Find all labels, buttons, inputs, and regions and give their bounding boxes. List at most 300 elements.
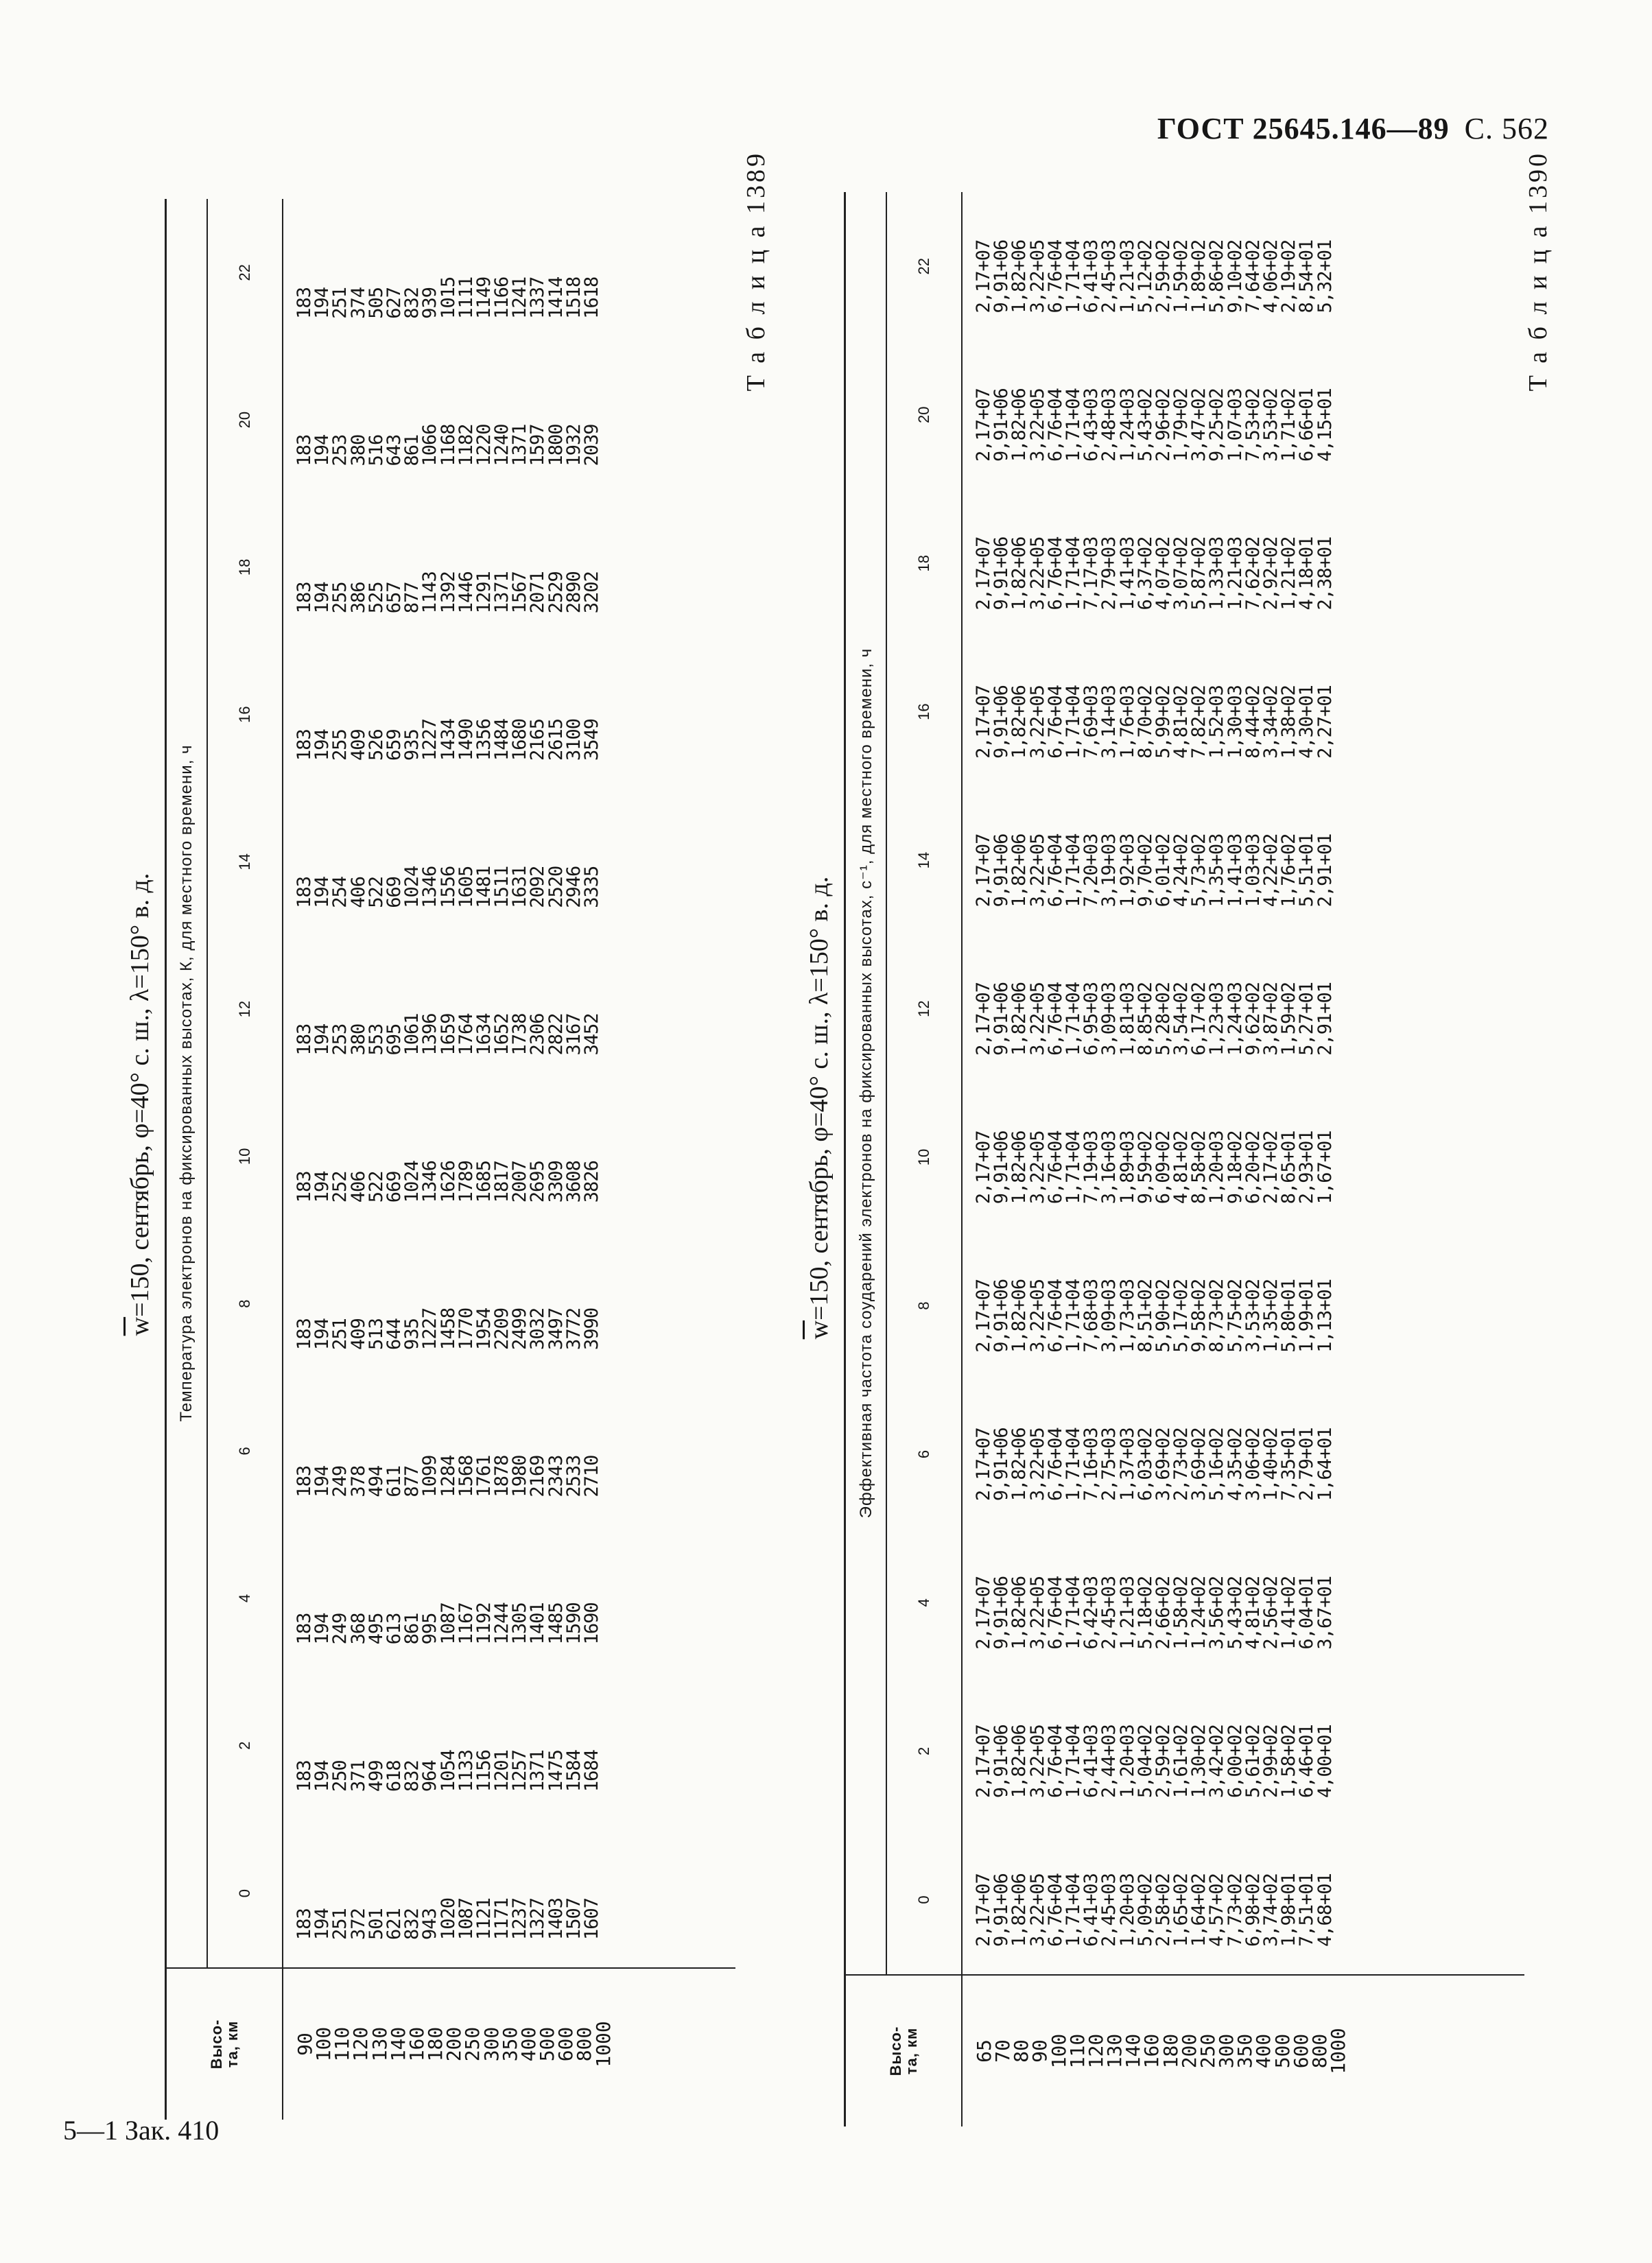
hour-header: 6 (207, 1377, 283, 1525)
table-cell: 7,19+03 (1081, 1130, 1102, 1205)
table-cell: 1556 (437, 866, 459, 908)
table-cell: 1507 (563, 1897, 585, 1940)
table-cell: 5,32+01 (1314, 239, 1336, 313)
table-cell: 3,09+03 (1098, 1279, 1120, 1353)
table-label: Т а б л и ц а 1389 (742, 151, 770, 392)
value-column (962, 1825, 1524, 1975)
table-cell: 1659 (437, 1013, 459, 1056)
table-cell: 6,41+03 (1081, 1873, 1102, 1947)
table-cell: 1,71+04 (1062, 388, 1084, 462)
altitude-value: 160 (405, 2026, 428, 2062)
altitude-value: 400 (1252, 2033, 1275, 2069)
table-cell: 1,82+06 (1008, 1279, 1030, 1353)
gost-number: ГОСТ 25645.146—89 (1157, 112, 1450, 145)
table-cell: 1597 (527, 424, 549, 466)
table-cell: 1121 (473, 1897, 495, 1940)
table-cell: 2,48+03 (1098, 388, 1120, 462)
altitude-value: 100 (1047, 2033, 1070, 2069)
table-cell: 1,76+03 (1116, 685, 1138, 759)
table-cell: 1626 (437, 1161, 459, 1203)
table-cell: 7,20+03 (1081, 833, 1102, 908)
table-cell: 9,70+02 (1134, 833, 1156, 908)
table-cell: 2695 (527, 1161, 549, 1203)
table-cell: 4,68+01 (1314, 1873, 1336, 1947)
table-cell: 1,71+04 (1062, 1873, 1084, 1947)
table-cell: 9,91+06 (991, 1427, 1013, 1502)
table-cell: 964 (419, 1760, 441, 1792)
table-cell: 1,82+06 (1008, 536, 1030, 611)
hour-header: 20 (886, 341, 962, 489)
table-cell: 2165 (527, 718, 549, 761)
table-cell: 2,59+02 (1152, 1725, 1174, 1799)
hour-header: 16 (207, 641, 283, 788)
table-cell: 2209 (491, 1307, 513, 1350)
table-cell: 2615 (545, 718, 567, 761)
table-cell: 183 (294, 1613, 315, 1645)
hour-header: 10 (207, 1082, 283, 1230)
value-column (283, 788, 735, 936)
table-cell: 1,64+01 (1314, 1427, 1336, 1502)
table-cell: 5,90+02 (1152, 1279, 1174, 1353)
table-cell: 6,95+03 (1081, 982, 1102, 1056)
altitude-value: 500 (1271, 2033, 1294, 2069)
table-cell: 2,93+01 (1296, 1130, 1318, 1205)
table-cell: 1,21+03 (1224, 536, 1246, 611)
table-cell: 3990 (581, 1307, 602, 1350)
hour-header: 6 (886, 1380, 962, 1528)
table-cell: 3,07+02 (1170, 536, 1192, 611)
table-cell: 1,71+04 (1062, 833, 1084, 908)
table-cell: 3,22+05 (1026, 1279, 1048, 1353)
altitude-value: 200 (442, 2026, 466, 2062)
table-cell: 194 (311, 1613, 333, 1645)
table-cell: 183 (294, 1465, 315, 1497)
table-cell: 1,98+01 (1278, 1873, 1300, 1947)
table-cell: 1240 (491, 424, 513, 466)
table-cell: 5,99+02 (1152, 685, 1174, 759)
table-cell: 1396 (419, 1013, 441, 1056)
table-cell: 194 (311, 1171, 333, 1203)
table-cell: 194 (311, 1908, 333, 1940)
table-cell: 3,22+05 (1026, 1725, 1048, 1799)
altitude-header: Высо- та, км (845, 1975, 963, 2126)
table-cell: 1111 (455, 276, 477, 319)
hour-header: 22 (886, 192, 962, 341)
table-cell: 3309 (545, 1161, 567, 1203)
altitude-value: 350 (498, 2026, 521, 2062)
table-cell: 9,18+02 (1224, 1130, 1246, 1205)
table-cell: 4,35+02 (1224, 1427, 1246, 1502)
table-cell: 1346 (419, 1161, 441, 1203)
table-cell: 6,17+02 (1188, 982, 1210, 1056)
table-cell: 2890 (563, 571, 585, 614)
altitude-value: 1000 (1326, 2028, 1349, 2074)
table-cell: 1,20+03 (1206, 1130, 1228, 1205)
table-cell: 5,17+02 (1170, 1279, 1192, 1353)
title-text: =150, сентябрь, φ=40° с. ш., λ=150° в. д. (126, 873, 154, 1317)
table-cell: 1,35+02 (1260, 1279, 1282, 1353)
table-label: Т а б л и ц а 1390 (1524, 151, 1553, 392)
table-cell: 2343 (545, 1455, 567, 1497)
table-cell: 6,76+04 (1044, 1279, 1066, 1353)
table-cell: 1,71+04 (1062, 685, 1084, 759)
table-cell: 1,89+03 (1116, 1130, 1138, 1205)
table-cell: 9,91+06 (991, 1873, 1013, 1947)
table-cell: 3,06+02 (1242, 1427, 1264, 1502)
hour-header: 16 (886, 637, 962, 785)
table-cell: 1,71+02 (1278, 388, 1300, 462)
table-cell: 1,99+01 (1296, 1279, 1318, 1353)
table-cell: 1054 (437, 1750, 459, 1792)
table-cell: 2,17+07 (973, 982, 994, 1056)
table-cell: 6,46+01 (1296, 1725, 1318, 1799)
table-cell: 5,28+02 (1152, 982, 1174, 1056)
table-cell: 5,75+02 (1224, 1279, 1246, 1353)
altitude-column (283, 1968, 735, 2120)
table-cell: 525 (365, 582, 387, 614)
table-cell: 1481 (473, 866, 495, 908)
table-cell: 4,81+02 (1170, 1130, 1192, 1205)
table-cell: 4,06+02 (1260, 239, 1282, 313)
table-cell: 1401 (527, 1602, 549, 1645)
table-cell: 1,41+03 (1224, 833, 1246, 908)
table-cell: 618 (383, 1760, 405, 1792)
table-cell: 3,16+03 (1098, 1130, 1120, 1205)
table-cell: 6,00+02 (1224, 1725, 1246, 1799)
hour-header: 0 (207, 1819, 283, 1968)
table-cell: 9,91+06 (991, 1130, 1013, 1205)
hour-header: 0 (886, 1825, 962, 1975)
table-cell: 6,76+04 (1044, 388, 1066, 462)
table-cell: 1631 (509, 866, 531, 908)
table-cell: 5,09+02 (1134, 1873, 1156, 1947)
hour-header: 12 (207, 936, 283, 1083)
table-cell: 1,82+06 (1008, 1130, 1030, 1205)
table-cell: 1,23+03 (1206, 982, 1228, 1056)
table-cell: 3,09+03 (1098, 982, 1120, 1056)
table-cell: 1015 (437, 276, 459, 319)
value-column (283, 1672, 735, 1819)
table-cell: 832 (401, 287, 423, 319)
altitude-value: 65 (973, 2039, 995, 2063)
table-cell: 1605 (455, 866, 477, 908)
table-cell: 8,44+02 (1242, 685, 1264, 759)
altitude-value: 800 (1308, 2033, 1331, 2069)
table-cell: 1414 (545, 276, 567, 319)
table-cell: 2,96+02 (1152, 388, 1174, 462)
table-cell: 1,07+03 (1224, 388, 1246, 462)
table-cell: 3826 (581, 1161, 602, 1203)
table-cell: 1,20+03 (1116, 1725, 1138, 1799)
table-cell: 499 (365, 1760, 387, 1792)
table-cell: 1,71+04 (1062, 1130, 1084, 1205)
table-cell: 1,81+03 (1116, 982, 1138, 1056)
table-cell: 183 (294, 876, 315, 908)
super-header: Эффективная частота соударений электронов на фиксированных высотах, с⁻¹, для местного времени, ч (845, 192, 887, 1975)
table-cell: 2039 (581, 424, 602, 466)
table-cell: 253 (329, 1023, 351, 1056)
table-cell: 861 (401, 1613, 423, 1645)
table-cell: 1201 (491, 1750, 513, 1792)
table-cell: 1,71+04 (1062, 1725, 1084, 1799)
table-cell: 3,14+03 (1098, 685, 1120, 759)
table-cell: 3202 (581, 571, 602, 614)
value-column (962, 786, 1524, 934)
table-cell: 2,59+02 (1152, 239, 1174, 313)
title-text: =150, сентябрь, φ=40° с. ш., λ=150° в. д. (805, 876, 834, 1320)
table-cell: 2,17+07 (973, 536, 994, 611)
table-cell: 1143 (419, 571, 441, 614)
value-column (962, 1677, 1524, 1825)
table-cell: 1,30+02 (1188, 1725, 1210, 1799)
table-cell: 9,91+06 (991, 982, 1013, 1056)
table-cell: 1,71+04 (1062, 536, 1084, 611)
table-cell: 3,69+02 (1188, 1427, 1210, 1502)
altitude-value: 110 (331, 2026, 354, 2062)
table-cell: 7,68+03 (1081, 1279, 1102, 1353)
table-body-row (962, 192, 1524, 2126)
table-cell: 3,22+05 (1026, 982, 1048, 1056)
table-cell: 643 (383, 434, 405, 466)
table-cell: 5,43+02 (1224, 1576, 1246, 1650)
altitude-value: 600 (1289, 2033, 1312, 2069)
table-cell: 6,20+02 (1242, 1130, 1264, 1205)
table-cell: 2,45+03 (1098, 1873, 1120, 1947)
table-cell: 8,73+02 (1206, 1279, 1228, 1353)
table-cell: 3,34+02 (1260, 685, 1282, 759)
table-cell: 2,17+07 (973, 1279, 994, 1353)
table-cell: 194 (311, 1318, 333, 1350)
table-cell: 1,41+03 (1116, 536, 1138, 611)
value-column (283, 1377, 735, 1525)
altitude-value: 180 (424, 2026, 447, 2062)
value-column (962, 192, 1524, 341)
table-cell: 516 (365, 434, 387, 466)
table-cell: 7,51+01 (1296, 1873, 1318, 1947)
altitude-header: Высо- та, км (166, 1968, 283, 2120)
table-cell: 1568 (455, 1455, 477, 1497)
table-cell: 371 (347, 1760, 369, 1792)
table-cell: 1167 (455, 1602, 477, 1645)
table-cell: 5,61+02 (1242, 1725, 1264, 1799)
table-cell: 9,91+06 (991, 388, 1013, 462)
table-cell: 183 (294, 1908, 315, 1940)
table-cell: 6,76+04 (1044, 239, 1066, 313)
table-cell: 1789 (455, 1161, 477, 1203)
table-cell: 9,58+02 (1188, 1279, 1210, 1353)
altitude-value: 80 (1010, 2039, 1033, 2063)
table-cell: 3,74+02 (1260, 1873, 1282, 1947)
table-cell: 526 (365, 729, 387, 761)
altitude-column (962, 1975, 1524, 2126)
table-cell: 3497 (545, 1307, 567, 1350)
table-cell: 1,30+03 (1224, 685, 1246, 759)
table-cell: 1087 (437, 1602, 459, 1645)
table-cell: 8,58+02 (1188, 1130, 1210, 1205)
table-title (804, 144, 834, 2072)
table-cell: 1,82+06 (1008, 239, 1030, 313)
altitude-value: 70 (991, 2039, 1015, 2063)
table-cell: 1,40+02 (1260, 1427, 1282, 1502)
table-cell: 1,82+06 (1008, 833, 1030, 908)
table-cell: 3,87+02 (1260, 982, 1282, 1056)
altitude-value: 400 (517, 2026, 540, 2062)
table-cell: 1475 (545, 1750, 567, 1792)
hour-header: 8 (886, 1231, 962, 1379)
table-cell: 1371 (491, 571, 513, 614)
hour-header: 22 (207, 199, 283, 346)
table-cell: 2306 (527, 1013, 549, 1056)
table-cell: 3549 (581, 718, 602, 761)
table-cell: 621 (383, 1908, 405, 1940)
altitude-value: 1000 (591, 2021, 615, 2067)
table-cell: 1,71+04 (1062, 1279, 1084, 1353)
table-cell: 1511 (491, 866, 513, 908)
table-cell: 1,21+03 (1116, 239, 1138, 313)
table-cell: 3,22+05 (1026, 1130, 1048, 1205)
table-cell: 2,45+03 (1098, 239, 1120, 313)
table-cell: 611 (383, 1465, 405, 1497)
table-cell: 4,07+02 (1152, 536, 1174, 611)
table-cell: 2,19+02 (1278, 239, 1300, 313)
value-column (283, 199, 735, 346)
altitude-value: 500 (536, 2026, 559, 2062)
table-cell: 1,59+02 (1170, 239, 1192, 313)
table-cell: 7,62+02 (1242, 536, 1264, 611)
table-cell: 1,38+02 (1278, 685, 1300, 759)
altitude-value: 90 (294, 2033, 316, 2056)
table-cell: 7,64+02 (1242, 239, 1264, 313)
table-cell: 6,43+03 (1081, 388, 1102, 462)
table-cell: 3,69+02 (1152, 1427, 1174, 1502)
table-cell: 4,81+02 (1170, 685, 1192, 759)
altitude-value: 90 (1028, 2039, 1052, 2063)
table-cell: 1,33+03 (1206, 536, 1228, 611)
table-cell: 1,20+03 (1116, 1873, 1138, 1947)
table-cell: 6,41+03 (1081, 1725, 1102, 1799)
table-cell: 1,73+03 (1116, 1279, 1138, 1353)
table-cell: 3,22+05 (1026, 239, 1048, 313)
table-cell: 378 (347, 1465, 369, 1497)
table-cell: 2,79+03 (1098, 536, 1120, 611)
table-cell: 2529 (545, 571, 567, 614)
table-cell: 9,91+06 (991, 1576, 1013, 1650)
table-cell: 1,65+02 (1170, 1873, 1192, 1947)
altitude-value: 200 (1177, 2033, 1201, 2069)
table-cell: 1518 (563, 276, 585, 319)
table-cell: 9,10+02 (1224, 239, 1246, 313)
page-number: С. 562 (1464, 112, 1549, 145)
table-cell: 2,91+01 (1314, 833, 1336, 908)
table-cell: 9,91+06 (991, 536, 1013, 611)
table-cell: 1490 (455, 718, 477, 761)
table-cell: 194 (311, 434, 333, 466)
table-cell: 1403 (545, 1897, 567, 1940)
value-column (962, 637, 1524, 785)
table-cell: 1,82+06 (1008, 1873, 1030, 1947)
table-cell: 2,27+01 (1314, 685, 1336, 759)
table-cell: 1192 (473, 1602, 495, 1645)
table-cell: 8,65+01 (1278, 1130, 1300, 1205)
table-cell: 877 (401, 582, 423, 614)
altitude-value: 600 (554, 2026, 578, 2062)
altitude-value: 250 (1196, 2033, 1219, 2069)
value-column (962, 341, 1524, 489)
table-cell: 1,71+04 (1062, 1576, 1084, 1650)
table-cell: 183 (294, 434, 315, 466)
table-cell: 935 (401, 729, 423, 761)
table-cell: 3335 (581, 866, 602, 908)
table-cell: 409 (347, 729, 369, 761)
hour-header: 8 (207, 1230, 283, 1377)
table-cell: 3167 (563, 1013, 585, 1056)
page-header (1157, 111, 1549, 146)
table-cell: 3,42+02 (1206, 1725, 1228, 1799)
table-cell: 194 (311, 1023, 333, 1056)
table-cell: 3,22+05 (1026, 388, 1048, 462)
table-cell: 1567 (509, 571, 531, 614)
table-cell: 832 (401, 1760, 423, 1792)
table-cell: 1346 (419, 866, 441, 908)
table-cell: 374 (347, 287, 369, 319)
value-column (962, 1083, 1524, 1231)
table-cell: 1,82+06 (1008, 1427, 1030, 1502)
table-cell: 6,76+04 (1044, 833, 1066, 908)
table-cell: 1607 (581, 1897, 602, 1940)
altitude-value: 800 (573, 2026, 596, 2062)
table-cell: 995 (419, 1613, 441, 1645)
table-cell: 1156 (473, 1750, 495, 1792)
table-cell: 1,82+06 (1008, 388, 1030, 462)
table-cell: 6,76+04 (1044, 1873, 1066, 1947)
table-cell: 3,67+01 (1314, 1576, 1336, 1650)
table-cell: 5,51+01 (1296, 833, 1318, 908)
altitude-value: 250 (461, 2026, 484, 2062)
table-cell: 380 (347, 434, 369, 466)
table-cell: 1227 (419, 718, 441, 761)
altitude-value: 100 (312, 2026, 335, 2062)
hours-row (886, 192, 962, 2126)
table-cell: 2,17+07 (973, 1873, 994, 1947)
value-column (962, 489, 1524, 637)
table-cell: 1241 (509, 276, 531, 319)
hour-header: 10 (886, 1083, 962, 1231)
table-cell: 194 (311, 729, 333, 761)
table-cell: 1932 (563, 424, 585, 466)
table-cell: 9,25+02 (1206, 388, 1228, 462)
table-cell: 5,18+02 (1134, 1576, 1156, 1650)
table-cell: 194 (311, 287, 333, 319)
table-cell: 194 (311, 876, 333, 908)
table-cell: 2,17+07 (973, 685, 994, 759)
table-cell: 1,67+01 (1314, 1130, 1336, 1205)
table-cell: 253 (329, 434, 351, 466)
hour-header: 2 (207, 1672, 283, 1819)
table-cell: 6,76+04 (1044, 1130, 1066, 1205)
altitude-value: 130 (368, 2026, 391, 2062)
table-cell: 1980 (509, 1455, 531, 1497)
table-cell: 659 (383, 729, 405, 761)
altitude-value: 160 (1140, 2033, 1164, 2069)
table-cell: 9,62+02 (1242, 982, 1264, 1056)
value-column (962, 1231, 1524, 1379)
table-cell: 1,21+03 (1116, 1576, 1138, 1650)
table-cell: 1,71+04 (1062, 239, 1084, 313)
table-cell: 1,82+06 (1008, 982, 1030, 1056)
value-column (962, 1528, 1524, 1676)
table-cell: 1,82+06 (1008, 685, 1030, 759)
table-cell: 1800 (545, 424, 567, 466)
